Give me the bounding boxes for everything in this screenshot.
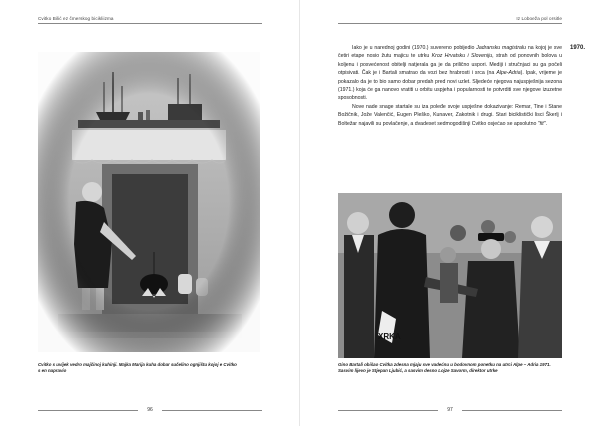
jersey-lettering: XRKA — [378, 332, 401, 341]
body-text — [338, 44, 562, 128]
right-footer-rule-b — [462, 410, 562, 411]
right-page-number: 97 — [447, 407, 453, 413]
right-footer-rule-a — [338, 410, 438, 411]
left-footer-rule-b — [162, 410, 262, 411]
left-page-number: 96 — [147, 407, 153, 413]
year-margin-note: 1970. — [570, 45, 586, 51]
paragraph-1: Iako je u narednoj godini (1970.) suvereno pobijedio Jadransku magistralu na kojoj je sve četiri etape nosio žutu majicu te utrku Kroz Hrvatsku i Sloveniju, strah od ponovnih bolova u koljenu i posvećenost obitelji natjerala ga je da prilično uspori. Mediji i stručnjaci su ga počeli otpisivati. Čak je i Bartali smatrao da vozi bez hrabrosti i srca (na Alpe-Adria). Ipak, vrijeme je pokazalo da je to bio samo dobar predah pred novi uzlet. Sljedeće njegova najuspješnija sezona (1971.) koja će ga nanovo vratiti u orbitu uspjeha i popularnosti te potvrditi sve njegove izuzetne sposobnosti. — [338, 45, 562, 102]
left-caption-line-2: s en napravio — [38, 367, 67, 373]
left-photo-caption — [38, 362, 262, 373]
right-photo-caption — [338, 362, 568, 373]
right-running-head: Iz Loboeža pol orsitle — [516, 16, 562, 21]
kitchen-fireplace-photo — [38, 52, 260, 352]
left-footer-rule-a — [38, 410, 138, 411]
left-caption-line-1: Cvitko s uvijek vedro majčinoj kuhinji. Majka Marija kuha dobar sučelino ognjištu kojoj e Cvitko — [38, 362, 237, 367]
cyclists-group-photo — [338, 193, 562, 358]
left-header-rule — [38, 23, 262, 24]
paragraph-2: Nove nade snage startale su iza poleđe svoje uspješne dokazivanje: Remar, Tine i Stane Božičnik, Jože Valenčić, Eugen Pleško, Kunaver, Zakotnik i drugi. Stari biciklistički lisci Škerlj i Boltežar najavili su povlačenje, a dvadeset sedmogodišnji Cvitko osjećao se apsolutno "fit". — [338, 103, 562, 127]
right-header-rule — [338, 23, 562, 24]
right-caption-line-1: Gino Bartali obišao Cvitka zdesna mjaju sve vadećnu u bodovnom ponetku na utrci Alpe – Adria 1971. — [338, 362, 551, 367]
left-running-head: Cvitko Bilić ez čmerskog bicikliizma — [38, 16, 114, 21]
right-page — [300, 0, 600, 426]
right-caption-line-2: Sasvim lijevo je Stjepan Ljubić, a sasvim desno Lojze Savorm, direktor utrke — [338, 367, 498, 373]
